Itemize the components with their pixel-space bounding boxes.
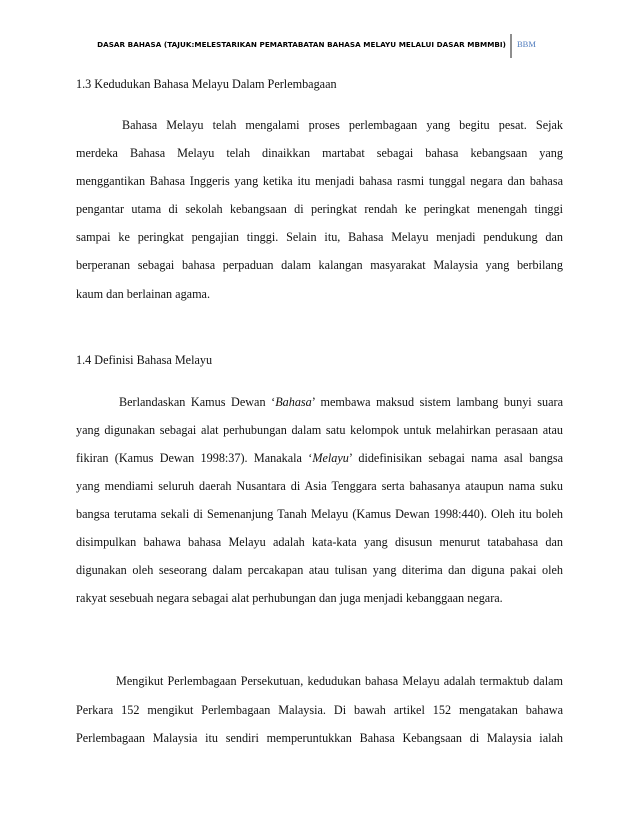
text-run: Berlandaskan Kamus Dewan ‘ xyxy=(119,395,276,409)
header-tag: BBM xyxy=(517,39,536,49)
italic-term: Bahasa xyxy=(275,395,312,409)
paragraph-line: bangsa terutama sekali di Semenanjung Tanah Melayu (Kamus Dewan 1998:440). Oleh itu boleh xyxy=(76,507,563,521)
paragraph-line xyxy=(119,394,563,410)
text-run: ’ membawa maksud sistem lambang bunyi suara xyxy=(311,395,563,409)
paragraph-line: Bahasa Melayu telah mengalami proses perlembagaan yang begitu pesat. Sejak xyxy=(122,118,563,132)
paragraph-line: yang mendiami seluruh daerah Nusantara di Asia Tenggara serta bahasanya ataupun nama suku xyxy=(76,479,563,493)
paragraph-line: Perkara 152 mengikut Perlembagaan Malaysia. Di bawah artikel 152 mengatakan bahawa xyxy=(76,703,563,717)
header-divider xyxy=(510,34,512,58)
page-header xyxy=(76,34,563,58)
paragraph-line: Perlembagaan Malaysia itu sendiri memperuntukkan Bahasa Kebangsaan di Malaysia ialah xyxy=(76,731,563,745)
paragraph-line: Mengikut Perlembagaan Persekutuan, kedudukan bahasa Melayu adalah termaktub dalam xyxy=(116,674,563,688)
text-run: ’ didefinisikan sebagai nama asal bangsa xyxy=(348,451,563,465)
italic-term: Melayu xyxy=(312,451,349,465)
paragraph-line: rakyat sesebuah negara sebagai alat perhubungan dan juga menjadi kebanggaan negara. xyxy=(76,591,503,605)
paragraph-line: merdeka Bahasa Melayu telah dinaikkan martabat sebagai bahasa kebangsaan yang xyxy=(76,146,563,160)
paragraph-line: disimpulkan bahawa bahasa Melayu adalah kata-kata yang disusun menurut tatabahasa dan xyxy=(76,535,563,549)
section-heading-1-3: 1.3 Kedudukan Bahasa Melayu Dalam Perlembagaan xyxy=(76,77,337,91)
paragraph-line: sampai ke peringkat pengajian tinggi. Selain itu, Bahasa Melayu menjadi pendukung dan xyxy=(76,230,563,244)
header-title: DASAR BAHASA (TAJUK:MELESTARIKAN PEMARTABATAN BAHASA MELAYU MELALUI DASAR MBMMBI) xyxy=(97,40,506,49)
paragraph-line xyxy=(76,450,563,466)
text-run: fikiran (Kamus Dewan 1998:37). Manakala ‘ xyxy=(76,451,313,465)
paragraph-line: digunakan oleh seseorang dalam percakapan atau tulisan yang diterima dan diguna pakai oleh xyxy=(76,563,563,577)
paragraph-line: pengantar utama di sekolah kebangsaan di peringkat rendah ke peringkat menengah tinggi xyxy=(76,202,563,216)
paragraph-line: berperanan sebagai bahasa perpaduan dalam kalangan masyarakat Malaysia yang berbilang xyxy=(76,258,563,272)
paragraph-line: yang digunakan sebagai alat perhubungan dalam satu kelompok untuk melahirkan perasaan atau xyxy=(76,423,563,437)
paragraph-line: menggantikan Bahasa Inggeris yang ketika itu menjadi bahasa rasmi tunggal negara dan bahasa xyxy=(76,174,563,188)
section-heading-1-4: 1.4 Definisi Bahasa Melayu xyxy=(76,353,213,367)
paragraph-line: kaum dan berlainan agama. xyxy=(76,287,211,301)
